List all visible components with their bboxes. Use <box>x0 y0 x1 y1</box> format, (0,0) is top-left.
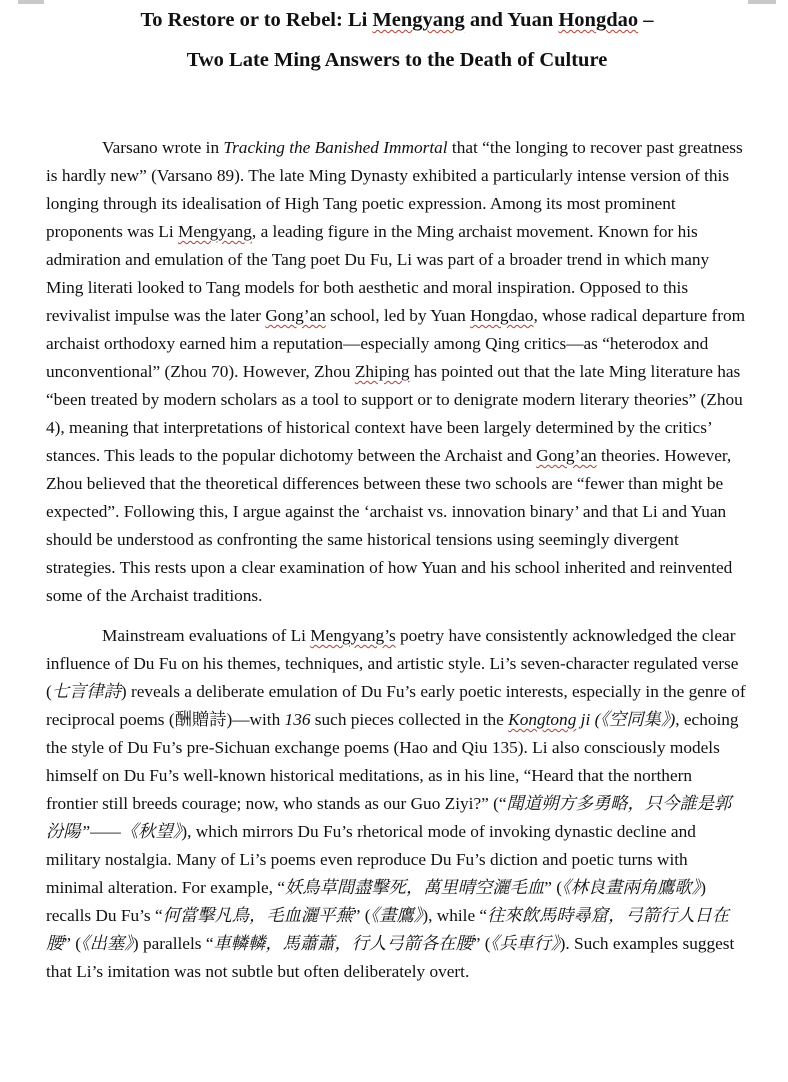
body-text: Mainstream evaluations of Li <box>102 626 311 645</box>
poem-title: 《畫鷹》 <box>370 906 423 925</box>
chinese-term: 酬贈詩 <box>174 710 227 729</box>
spellcheck-flagged-word[interactable]: Mengyang <box>178 222 252 241</box>
spellcheck-flagged-word[interactable]: Hongdao <box>470 306 534 325</box>
book-title: ji (《空同集》) <box>576 710 676 729</box>
body-text: ) parallels “ <box>132 934 214 953</box>
body-text: school, led by Yuan <box>325 306 471 325</box>
body-text: theories. However, Zhou believed that the theoretical differences between these two schools are “fewer than might be expected”. Following this, I argue against the ‘archaist vs. innovation binary’ and that Li and Yuan should be understood as confronting the same historical tensions using seemingly divergent strategies. This rests upon a clear examination of how Yuan and his school inherited and reinvented some of the Archaist traditions. <box>46 446 733 605</box>
poem-title: 《出塞》 <box>81 934 133 953</box>
paragraph-2[interactable] <box>46 622 748 986</box>
page-corner-marker-left <box>18 0 44 4</box>
paragraph-1[interactable] <box>46 134 748 610</box>
body-text: has pointed out that the late Ming literature has “been treated by modern scholars as a tool to support or to denigrate modern literary theories” (Zhou 4), meaning that interpretations of historical context have been largely determined by the critics’ stances. This leads to the popular dichotomy between the Archaist and <box>46 362 743 465</box>
spellcheck-flagged-word[interactable]: Gong’an <box>536 446 597 465</box>
document-title-line-1 <box>46 6 748 34</box>
body-text: such pieces collected in the <box>310 710 509 729</box>
body-text: poetry have consistently acknowledged the clear influence of Du Fu on his themes, techniques, and artistic style. Li’s seven-character regulated verse ( <box>46 626 739 701</box>
body-text: ). Such examples suggest that Li’s imitation was not subtle but often deliberately overt. <box>46 934 735 981</box>
body-text: , whose radical departure from archaist orthodoxy earned him a reputation—especially among Qing critics—as “heterodox and unconventional” (Zhou 70). However, Zhou <box>46 306 746 381</box>
body-text: ” ( <box>472 934 491 953</box>
body-text: ” ( <box>352 906 371 925</box>
body-text: )—with <box>226 710 285 729</box>
spellcheck-flagged-word[interactable]: Mengyang <box>372 9 465 31</box>
chinese-quotation: 妖鳥草間盡擊死，萬里晴空灑毛血 <box>284 878 545 897</box>
spellcheck-flagged-word[interactable]: Kongtong <box>508 710 577 729</box>
body-text: ) recalls Du Fu’s “ <box>46 878 706 925</box>
body-text: that “the longing to recover past greatness is hardly new” (Varsano 89). The late Ming Dynasty exhibited a particularly intense version of this longing through its idealisation of High Tang poetic expression. Among its most prominent proponents was Li <box>46 138 743 241</box>
chinese-quotation: 何當擊凡鳥，毛血灑平蕪 <box>162 906 353 925</box>
document-body[interactable] <box>46 134 748 986</box>
spellcheck-flagged-word[interactable]: Mengyang’s <box>310 626 396 645</box>
body-text: ), which mirrors Du Fu’s rhetorical mode of invoking dynastic decline and military nostalgia. Many of Li’s poems even reproduce Du Fu’s diction and poetic turns with minimal alteration. For example, “ <box>46 822 696 897</box>
title-text: and Yuan <box>464 9 559 31</box>
chinese-term: 七言律詩 <box>51 682 121 701</box>
body-text: ” ( <box>544 878 562 897</box>
book-title: Tracking the Banished Immortal <box>223 138 448 157</box>
poem-title: 《兵車行》 <box>490 934 560 953</box>
body-text: , a leading figure in the Ming archaist movement. Known for his admiration and emulation of the Tang poet Du Fu, Li was part of a broader trend in which many Ming literati looked to Tang models for both aesthetic and moral inspiration. Opposed to this revivalist impulse was the later <box>46 222 710 325</box>
poem-title: 《林良畫兩角鷹歌》 <box>561 878 701 897</box>
chinese-quotation: 車轔轔，馬蕭蕭，行人弓箭各在腰 <box>213 934 473 953</box>
chinese-quotation: 聞道朔方多勇略，只今誰是郭汾陽”——《秋望》 <box>46 794 732 841</box>
spellcheck-flagged-word[interactable]: Gong’an <box>265 306 326 325</box>
chinese-quotation: 往來飲馬時尋窟，弓箭行人日在腰 <box>46 906 730 953</box>
body-text: , echoing the style of Du Fu’s pre-Sichuan exchange poems (Hao and Qiu 135). Li also consciously models himself on Du Fu’s well-known historical meditations, as in his line, “Heard that the northern frontier still breeds courage; now, who stands as our Guo Ziyi?” (“ <box>46 710 739 813</box>
document-page <box>46 6 748 986</box>
spellcheck-flagged-word[interactable]: Hongdao <box>558 9 639 31</box>
document-title-line-2: Two Late Ming Answers to the Death of Culture <box>186 49 608 71</box>
title-text: – <box>638 9 654 31</box>
body-text: ), while “ <box>422 906 488 925</box>
body-text: Varsano wrote in <box>102 138 224 157</box>
page-corner-marker-right <box>748 0 776 4</box>
title-text: To Restore or to Rebel: Li <box>140 9 373 31</box>
body-text: ” ( <box>63 934 82 953</box>
body-text: ) reveals a deliberate emulation of Du Fu’s early poetic interests, especially in the genre of reciprocal poems ( <box>46 682 746 729</box>
spellcheck-flagged-word[interactable]: Zhiping <box>354 362 410 381</box>
count-number: 136 <box>284 710 311 729</box>
